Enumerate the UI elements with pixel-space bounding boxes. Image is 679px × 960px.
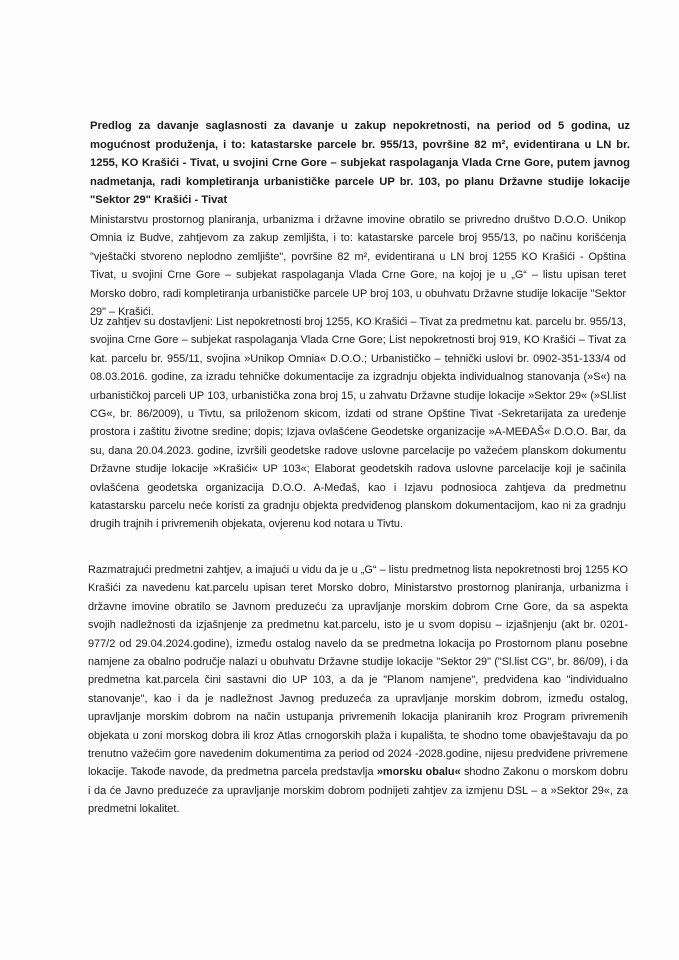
paragraph-attachments: Uz zahtjev su dostavljeni: List nepokretnosti broj 1255, KO Krašići – Tivat za predmetnu kat. parcelu br. 955/13, svojina Crne Gore – subjekat raspolaganja Vlada Crne Gore; List nepokretnosti broj 919, KO Krašići – Tivat za kat. parcelu br. 955/11, svojina »Unikop Omnia« D.O.O.; Urbanističko – tehnički uslovi br. 0902-351-133/4 od 08.03.2016. godine, za izradu tehničke dokumentacije za izgradnju objekta individualnog stanovanja (»S«) na urbanističkoj parceli UP 103, urbanistička zona broj 15, u zahvatu Državne studije lokacije »Sektor 29« (»Sl.list CG«, br. 86/2009), u Tivtu, sa priloženom skicom, izdati od strane Opštine Tivat -Sekretarijata za uređenje prostora i zaštitu životne sredine; dopis; Izjava ovlašćene Geodetske organizacije »A-MEĐAŠ« D.O.O. Bar, da su, dana 20.04.2023. godine, izvršili geodetske radove uslovne parcelacije po važećem planskom dokumentu Državne studije lokacije »Krašići« UP 103«; Elaborat geodetskih radova uslovne parcelacije koji je sačinila ovlašćena geodetska organizacija D.O.O. A-Međaš, kao i Izjavu podnosioca zahtjeva da predmetnu katastarsku parcelu neće koristi za gradnju objekta predviđenog planskom dokumentacijom, kao ni za gradnju drugih trajnih i privremenih objekata, ovjerenu kod notara u Tivtu. [90,316,626,531]
paragraph-consideration-text-2: shodno Zakonu o morskom dobru i da će Javno preduzeće za upravljanje morskim dobrom podnijeti zahtjev za izmjenu DSL – a »Sektor 29«, za predmetni lokalitet. [88,766,628,816]
document-title: Predlog za davanje saglasnosti za davanje u zakup nepokretnosti, na period od 5 godina, uz mogućnost produženja, i to: katastarske parcele br. 955/13, površine 82 m², evidentirana u LN br. 1255, KO Krašići - Tivat, u svojini Crne Gore – subjekat raspolaganja Vlada Crne Gore, putem javnog nadmetanja, radi kompletiranja urbanističke parcele UP br. 103, po planu Državne studije lokacije "Sektor 29" Krašići - Tivat [90,120,630,206]
paragraph-consideration-text-1: Razmatrajući predmetni zahtjev, a imajući u vidu da je u „G“ – listu predmetnog lista nepokretnosti broj 1255 KO Krašići za navedenu kat.parcelu upisan teret Morsko dobro, Ministarstvo prostornog planiranja, urbanizma i državne imovine obratilo se Javnom preduzeću za upravljanje morskim dobrom Crne Gore, da sa aspekta svojih nadležnosti da izjašnjenje za predmetnu kat.parcelu, isto je u svom dopisu – izjašnjenju (akt br. 0201-977/2 od 29.04.2024.godine), između ostalog navelo da se predmetna lokacija po Prostornom planu posebne namjene za obalno područje nalazi u obuhvatu Državne studije lokacije "Sektor 29" ("Sl.list CG", br. 86/09), i da predmetna kat.parcela čini sastavni dio UP 103, a da je "Planom namjene", predviđena kao "individualno stanovanje", kao i da je nadležnost Javnog preduzeća za upravljanje morskim dobrom, između ostalog, upravljanje morskim dobrom na način ustupanja privremenih lokacija planiranih kroz Program privremenih objekata u zoni morskog dobra ili kroz Atlas crnogorskih plaža i kupališta, te shodno tome obavještavaju da po trenutno važećim gore navedenim dokumentima za period od 2024 -2028.godine, nijesu predviđene privremene lokacije. Takođe navode, da predmetna parcela predstavlja [88,564,628,779]
paragraph-request: Ministarstvu prostornog planiranja, urbanizma i državne imovine obratilo se privredno društvo D.O.O. Unikop Omnia iz Budve, zahtjevom za zakup zemljišta, i to: katastarske parcele broj 955/13, po načinu korišćenja "vještački stvoreno neplodno zemljište", površine 82 m², evidentirana u LN broj 1255 KO Krašići - Opština Tivat, u svojini Crne Gore – subjekat raspolaganja Vlada Crne Gore, na kojoj je u „G“ – listu upisan teret Morsko dobro, radi kompletiranja urbanističke parcele UP broj 103, u obuhvatu Državne studije lokacije "Sektor 29" – Krašići. [90,214,626,319]
paragraph-consideration-bold: »morsku obalu« [376,766,461,779]
paragraph-consideration [88,561,628,819]
